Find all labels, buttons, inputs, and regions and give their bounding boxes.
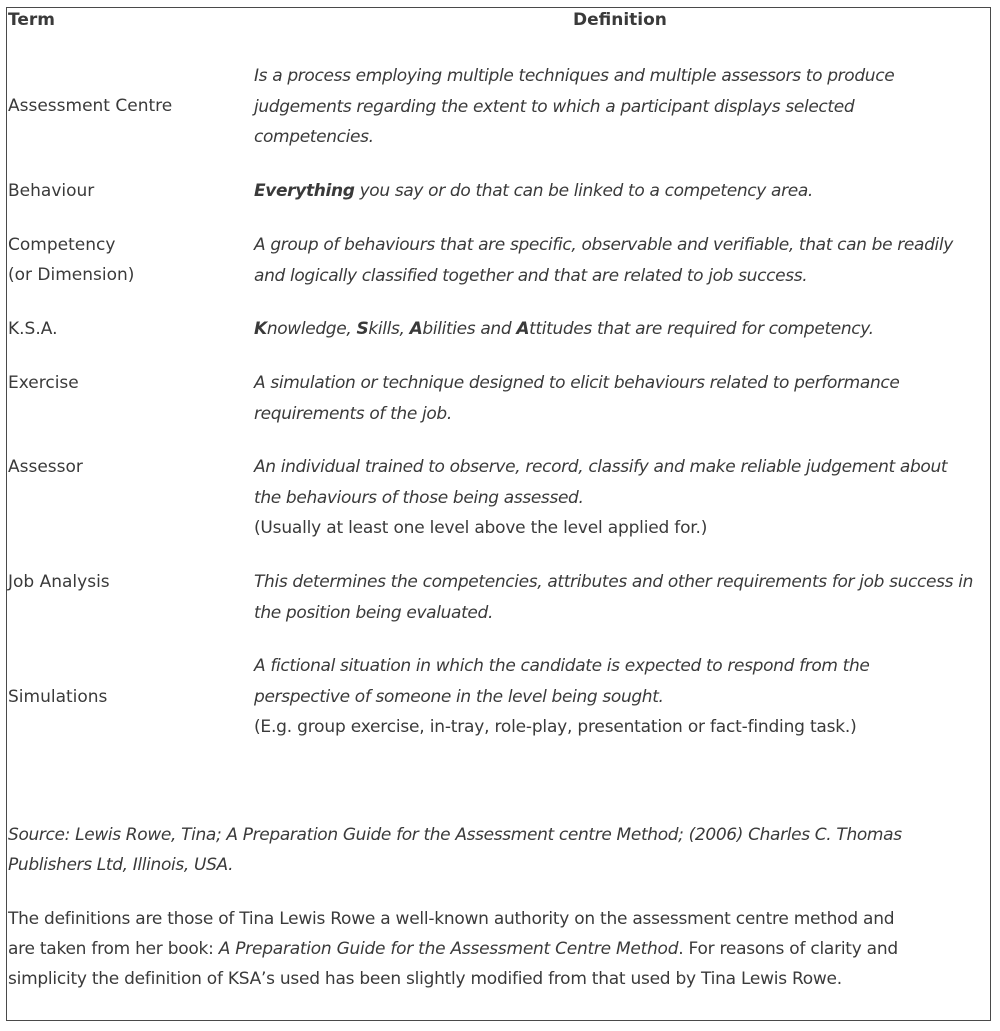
note-text: are taken from her book: (8, 939, 219, 959)
definition-behaviour (254, 176, 992, 207)
term-exercise: Exercise (8, 373, 79, 393)
source-line: Source: Lewis Rowe, Tina; A Preparation Guide for the Assessment centre Method; (2006) Charles C. Thomas (8, 825, 902, 845)
emphasis-k: K (254, 319, 267, 339)
emphasis-everything: Everything (254, 181, 355, 201)
term-assessment-centre: Assessment Centre (8, 96, 173, 116)
definition-text: kills, (368, 319, 410, 339)
definition-exercise (254, 368, 992, 429)
definition-text: bilities and (422, 319, 517, 339)
definition-ksa (254, 314, 992, 345)
term-simulations: Simulations (8, 687, 108, 707)
term-job-analysis: Job Analysis (8, 572, 110, 592)
note-text: . For reasons of clarity and (678, 939, 898, 959)
term-line: Competency (8, 235, 116, 255)
emphasis-s: S (356, 319, 369, 339)
definition-competency (254, 230, 992, 291)
header-term: Term (8, 10, 55, 30)
definition-text: nowledge, (266, 319, 357, 339)
definition-line: judgements regarding the extent to which a participant displays selected (254, 96, 855, 117)
definition-text: ttitudes that are required for competency. (529, 319, 874, 339)
term-assessor: Assessor (8, 457, 83, 477)
header-definition: Definition (573, 10, 667, 30)
definition-line: Is a process employing multiple techniques and multiple assessors to produce (254, 66, 895, 86)
emphasis-a: A (516, 319, 530, 339)
definition-line: An individual trained to observe, record, classify and make reliable judgement about (254, 457, 948, 477)
definition-line: the position being evaluated. (254, 602, 494, 623)
definition-line: A fictional situation in which the candidate is expected to respond from the (254, 656, 870, 676)
note-line: The definitions are those of Tina Lewis Rowe a well-known authority on the assessment centre method and (8, 909, 895, 929)
book-title: A Preparation Guide for the Assessment Centre Method (218, 939, 679, 959)
definition-line: perspective of someone in the level being sought. (254, 686, 664, 707)
source-citation (8, 820, 968, 880)
definition-line: A group of behaviours that are specific, observable and verifiable, that can be readily (254, 235, 953, 255)
definition-line: and logically classified together and that are related to job success. (254, 265, 808, 286)
definition-simulations (254, 651, 992, 743)
definition-assessment-centre (254, 61, 992, 153)
explanatory-note (8, 904, 986, 994)
definition-line: requirements of the job. (254, 403, 452, 424)
definition-line: This determines the competencies, attributes and other requirements for job success in (254, 572, 974, 592)
emphasis-a: A (409, 319, 423, 339)
definition-job-analysis (254, 567, 992, 628)
note-line: simplicity the definition of KSA’s used has been slightly modified from that used by Tina Lewis Rowe. (8, 969, 842, 989)
definition-line: competencies. (254, 127, 374, 147)
source-line: Publishers Ltd, Illinois, USA. (8, 855, 234, 875)
term-behaviour: Behaviour (8, 181, 95, 201)
definition-text: you say or do that can be linked to a competency area. (354, 181, 813, 201)
definition-line: A simulation or technique designed to elicit behaviours related to performance (254, 373, 900, 393)
term-competency (8, 230, 134, 290)
definition-line: the behaviours of those being assessed. (254, 487, 584, 508)
term-line: (or Dimension) (8, 265, 135, 285)
term-ksa: K.S.A. (8, 319, 58, 339)
definition-note: (E.g. group exercise, in-tray, role-play, presentation or fact-finding task.) (254, 717, 857, 737)
definition-assessor (254, 452, 992, 544)
definition-note: (Usually at least one level above the level applied for.) (254, 518, 708, 538)
